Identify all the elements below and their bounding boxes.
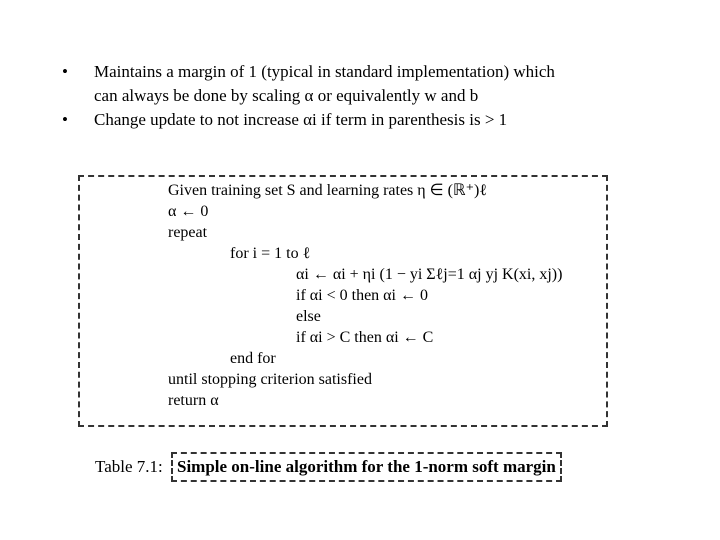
bullet-list [62, 60, 682, 132]
caption-label: Table 7.1: [95, 457, 163, 476]
algorithm-line: if αi < 0 then αi ← 0 [296, 287, 428, 304]
bullet-symbol: • [62, 110, 68, 129]
algorithm-line: if αi > C then αi ← C [296, 329, 434, 346]
algorithm-line: end for [230, 350, 276, 367]
algorithm-line: else [296, 308, 321, 325]
algorithm-line: return α [168, 392, 219, 409]
caption-title: Simple on-line algorithm for the 1-norm soft margin [171, 452, 562, 482]
bullet-item-margin [62, 60, 682, 108]
algorithm-line: Given training set S and learning rates η ∈ (ℝ⁺)ℓ [168, 182, 488, 199]
bullet-item-update [62, 108, 682, 132]
algorithm-listing [168, 180, 562, 411]
algorithm-line: for i = 1 to ℓ [230, 245, 311, 262]
algorithm-line: αi ← αi + ηi (1 − yi Σℓj=1 αj yj K(xi, xj)) [296, 266, 563, 283]
algorithm-line: α ← 0 [168, 203, 209, 220]
algorithm-line: until stopping criterion satisfied [168, 371, 372, 388]
bullet-text-line: can always be done by scaling α or equivalently w and b [94, 86, 479, 105]
bullet-symbol: • [62, 62, 68, 81]
bullet-text-line: Change update to not increase αi if term in parenthesis is > 1 [94, 110, 508, 129]
bullet-text-line: Maintains a margin of 1 (typical in standard implementation) which [94, 62, 555, 81]
algorithm-line: repeat [168, 224, 208, 241]
table-caption [95, 452, 562, 482]
